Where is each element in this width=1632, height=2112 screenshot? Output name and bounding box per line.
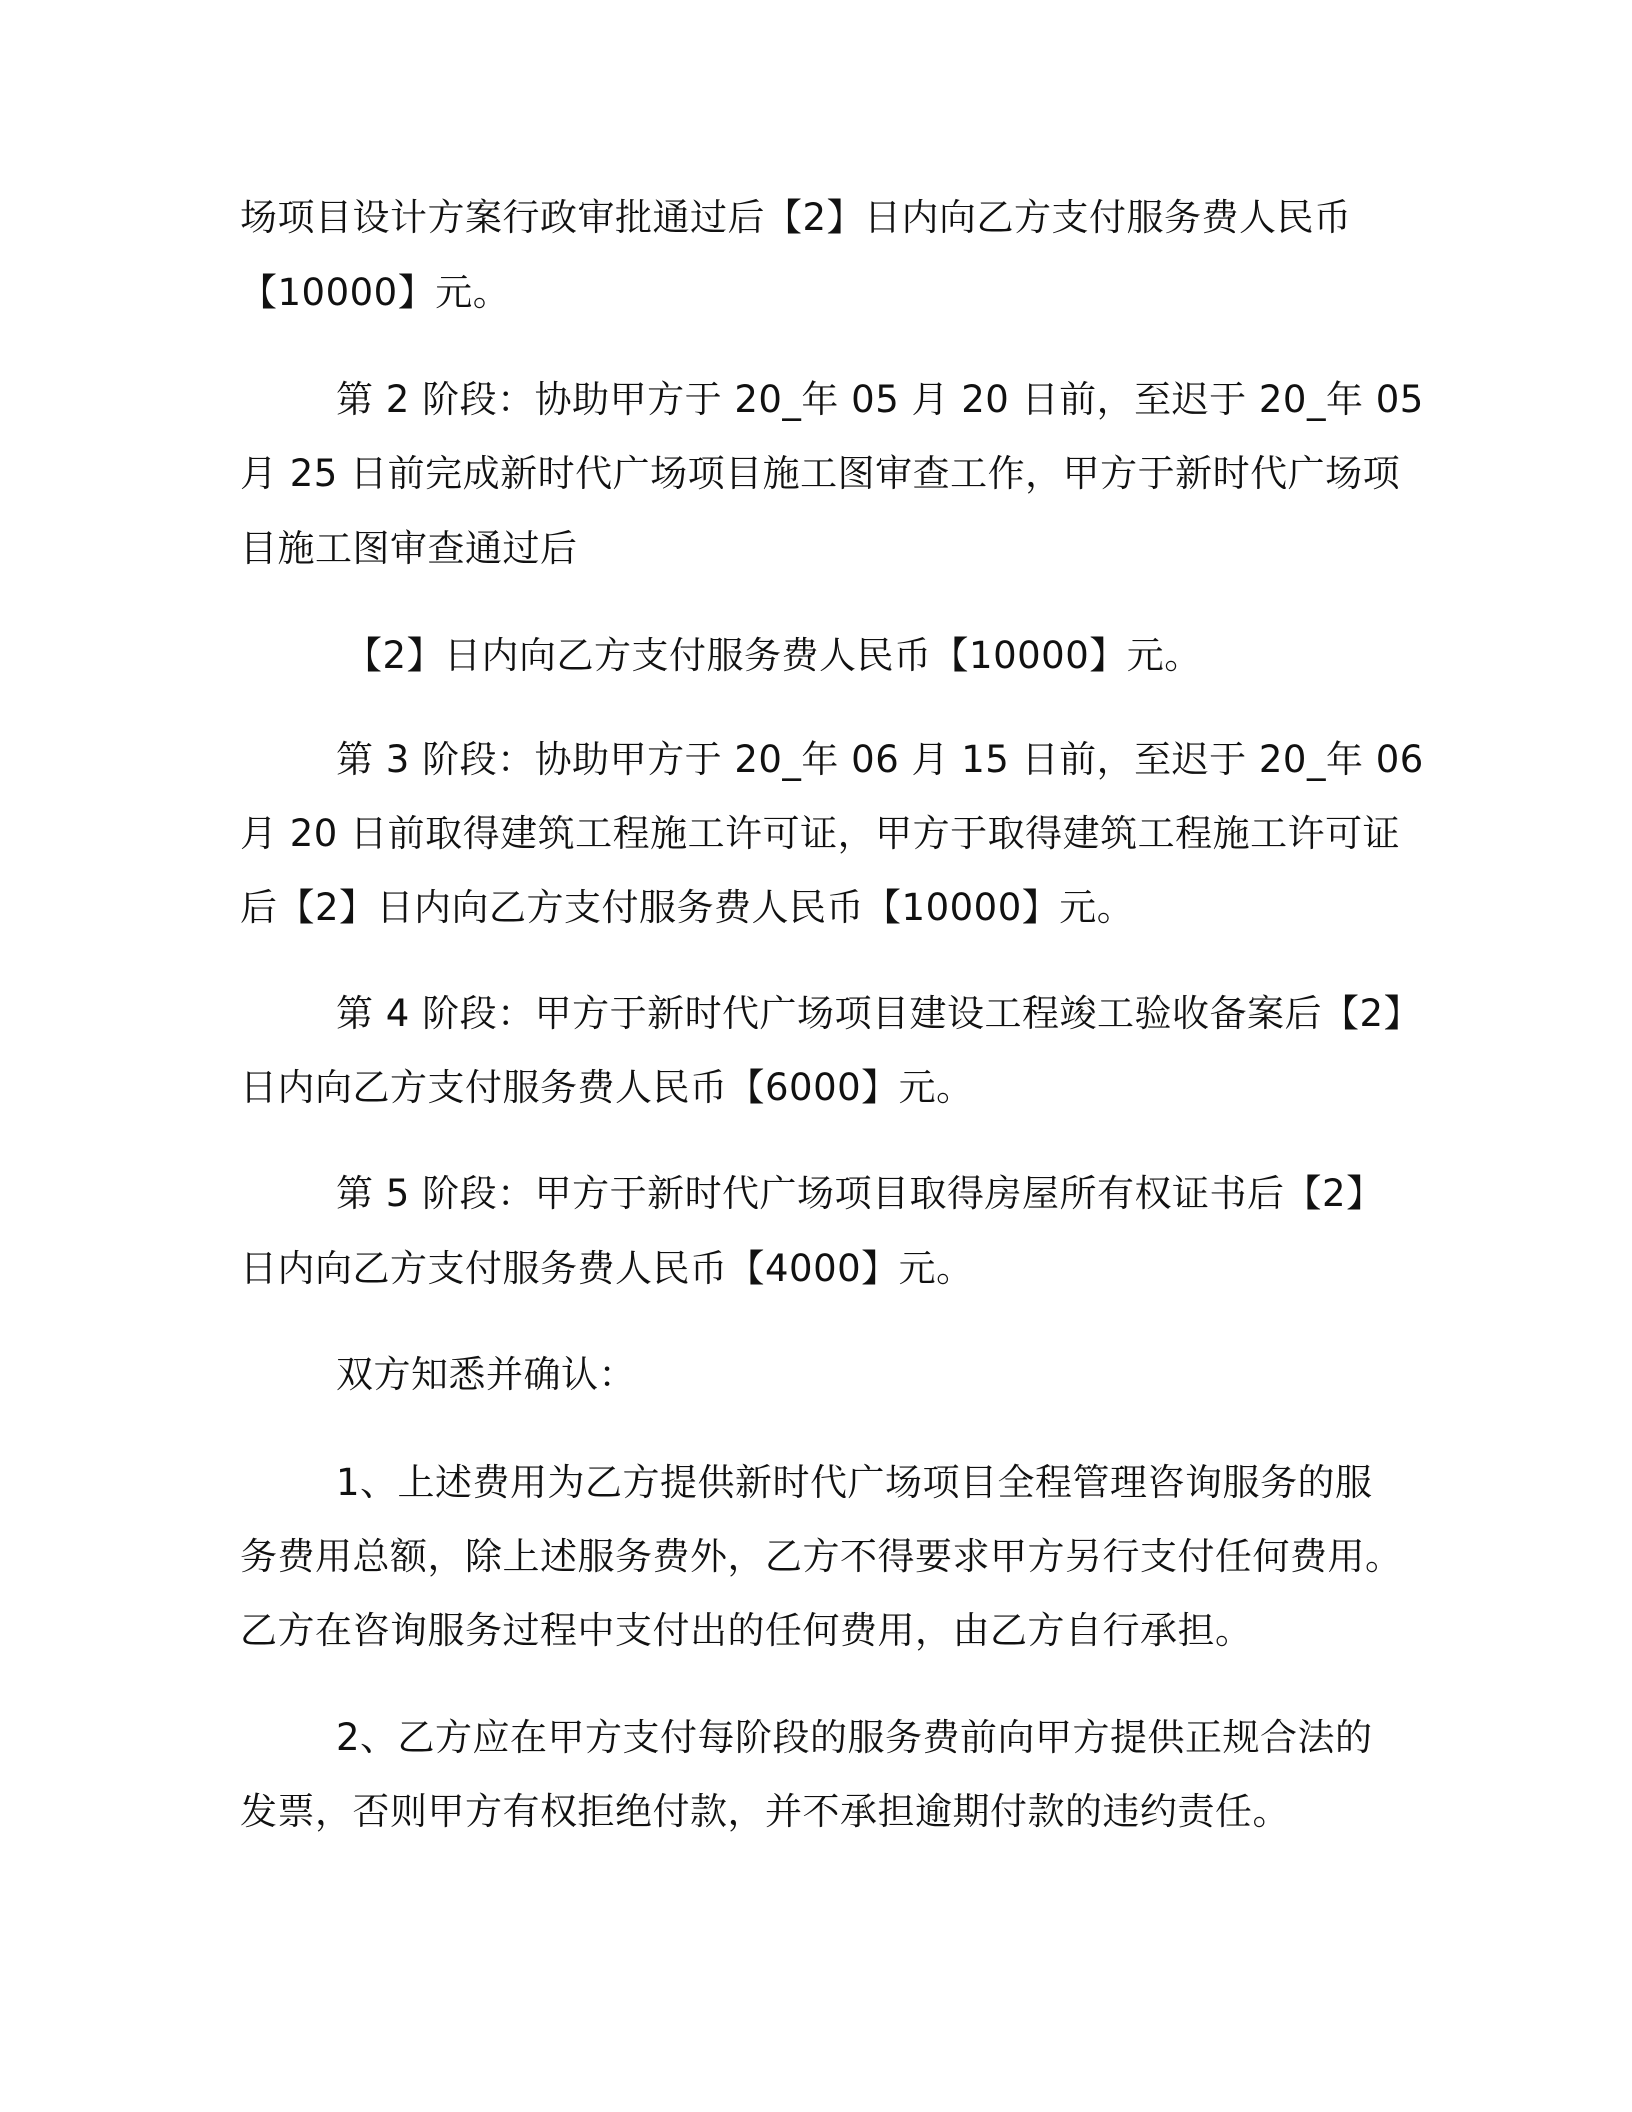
stage-5-line-2: 日内向乙方支付服务费人民币【4000】元。 xyxy=(240,1247,974,1290)
stage-4-line-1: 第 4 阶段：甲方于新时代广场项目建设工程竣工验收备案后【2】 xyxy=(336,992,1422,1035)
stage-5-line-1: 第 5 阶段：甲方于新时代广场项目取得房屋所有权证书后【2】 xyxy=(336,1172,1384,1215)
stage-2-line-4: 【2】日内向乙方支付服务费人民币【10000】元。 xyxy=(345,634,1202,677)
stage-2-line-1: 第 2 阶段：协助甲方于 20_年 05 月 20 日前，至迟于 20_年 05 xyxy=(336,378,1424,421)
clause-2-line-2: 发票，否则甲方有权拒绝付款，并不承担逾期付款的违约责任。 xyxy=(240,1790,1290,1833)
stage-3-line-1: 第 3 阶段：协助甲方于 20_年 06 月 15 日前，至迟于 20_年 06 xyxy=(336,738,1424,781)
clause-1-line-3: 乙方在咨询服务过程中支付出的任何费用，由乙方自行承担。 xyxy=(240,1609,1253,1652)
text-line-2: 【10000】元。 xyxy=(240,271,511,314)
clause-1-line-2: 务费用总额，除上述服务费外，乙方不得要求甲方另行支付任何费用。 xyxy=(240,1535,1403,1578)
confirmation-heading: 双方知悉并确认： xyxy=(336,1353,636,1396)
stage-3-line-3: 后【2】日内向乙方支付服务费人民币【10000】元。 xyxy=(240,886,1135,929)
clause-2-line-1: 2、乙方应在甲方支付每阶段的服务费前向甲方提供正规合法的 xyxy=(336,1716,1373,1759)
text-line-1: 场项目设计方案行政审批通过后【2】日内向乙方支付服务费人民币 xyxy=(240,196,1352,239)
clause-1-line-1: 1、上述费用为乙方提供新时代广场项目全程管理咨询服务的服 xyxy=(336,1461,1373,1504)
stage-4-line-2: 日内向乙方支付服务费人民币【6000】元。 xyxy=(240,1066,974,1109)
stage-3-line-2: 月 20 日前取得建筑工程施工许可证，甲方于取得建筑工程施工许可证 xyxy=(240,812,1401,855)
stage-2-line-3: 目施工图审查通过后 xyxy=(240,527,578,570)
stage-2-line-2: 月 25 日前完成新时代广场项目施工图审查工作，甲方于新时代广场项 xyxy=(240,452,1401,495)
